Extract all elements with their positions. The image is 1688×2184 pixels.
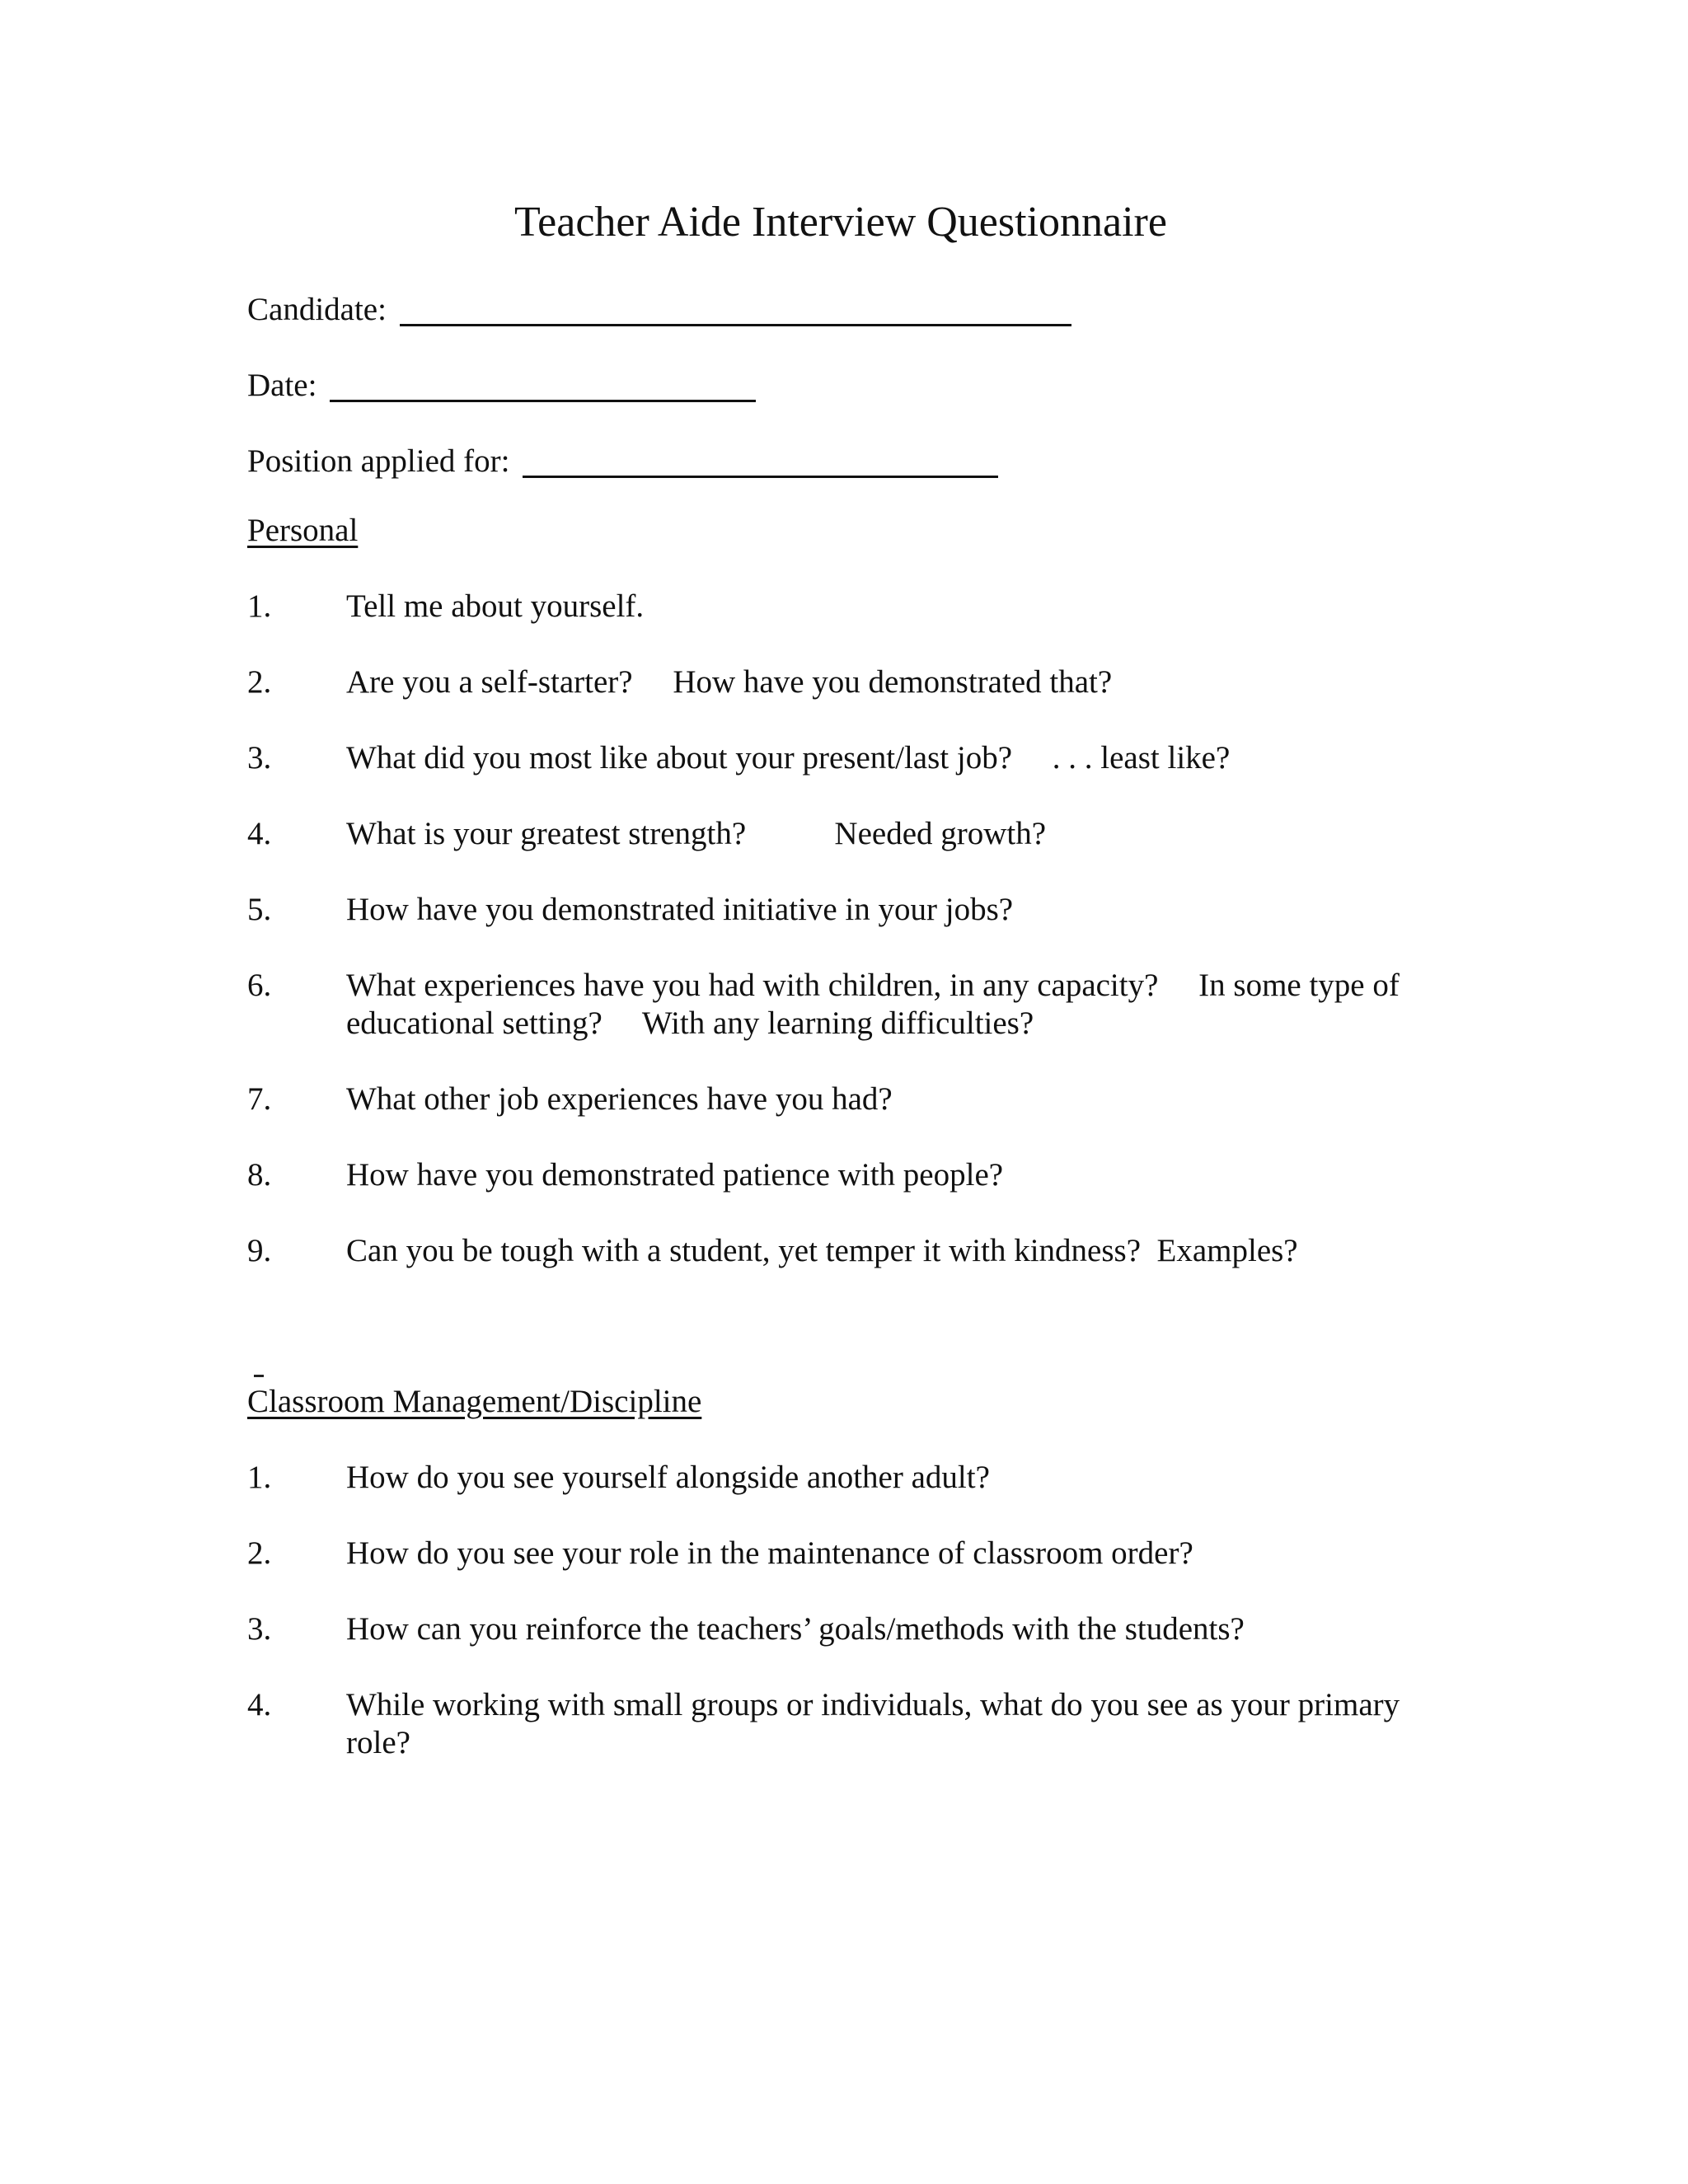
section-heading-classroom-management: Classroom Management/Discipline	[247, 1384, 702, 1419]
question-number: 8.	[247, 1157, 272, 1193]
personal-question-1	[247, 588, 1442, 626]
date-label: Date:	[247, 368, 317, 403]
stray-dash-mark	[254, 1375, 264, 1377]
question-number: 4.	[247, 1687, 272, 1722]
personal-question-7	[247, 1080, 1442, 1118]
question-text: How have you demonstrated initiative in your jobs?	[346, 892, 1014, 927]
personal-question-9	[247, 1232, 1442, 1270]
question-text: Can you be tough with a student, yet temper it with kindness? Examples?	[346, 1233, 1298, 1268]
candidate-field	[247, 284, 1071, 329]
position-blank-line	[523, 443, 998, 478]
question-number: 3.	[247, 740, 272, 776]
question-number: 1.	[247, 1460, 272, 1495]
candidate-label: Candidate:	[247, 292, 387, 327]
question-number: 6.	[247, 968, 272, 1003]
question-number: 9.	[247, 1233, 272, 1268]
personal-question-6	[247, 967, 1442, 1043]
question-number: 7.	[247, 1081, 272, 1117]
personal-question-8	[247, 1156, 1442, 1194]
position-field	[247, 436, 998, 480]
question-number: 2.	[247, 1535, 272, 1571]
question-text: Tell me about yourself.	[346, 588, 645, 624]
question-text: While working with small groups or individuals, what do you see as your primary role?	[346, 1687, 1408, 1760]
question-text: What experiences have you had with children, in any capacity? In some type of educational setting? With any learning difficulties?	[346, 968, 1408, 1041]
question-text: How do you see your role in the maintenance of classroom order?	[346, 1535, 1193, 1571]
question-text: How do you see yourself alongside another adult?	[346, 1460, 990, 1495]
position-label: Position applied for:	[247, 443, 510, 479]
personal-question-3	[247, 739, 1442, 777]
classroom-question-2	[247, 1535, 1442, 1572]
personal-question-5	[247, 891, 1442, 929]
question-number: 1.	[247, 588, 272, 624]
question-number: 2.	[247, 664, 272, 700]
question-text: What other job experiences have you had?	[346, 1081, 893, 1117]
question-text: How have you demonstrated patience with people?	[346, 1157, 1004, 1193]
classroom-question-3	[247, 1610, 1442, 1648]
question-text: How can you reinforce the teachers’ goals/methods with the students?	[346, 1611, 1245, 1647]
personal-question-2	[247, 663, 1442, 701]
question-number: 4.	[247, 816, 272, 851]
classroom-question-1	[247, 1459, 1442, 1497]
section-heading-personal: Personal	[247, 513, 359, 548]
personal-question-4	[247, 815, 1442, 853]
question-text: What did you most like about your present/last job? . . . least like?	[346, 740, 1231, 776]
question-number: 5.	[247, 892, 272, 927]
question-number: 3.	[247, 1611, 272, 1647]
page-title: Teacher Aide Interview Questionnaire	[514, 199, 1167, 246]
date-blank-line	[330, 367, 756, 402]
classroom-question-4	[247, 1686, 1442, 1762]
date-field	[247, 360, 756, 405]
question-text: Are you a self-starter? How have you demonstrated that?	[346, 664, 1113, 700]
question-text: What is your greatest strength? Needed growth?	[346, 816, 1047, 851]
candidate-blank-line	[400, 291, 1071, 326]
